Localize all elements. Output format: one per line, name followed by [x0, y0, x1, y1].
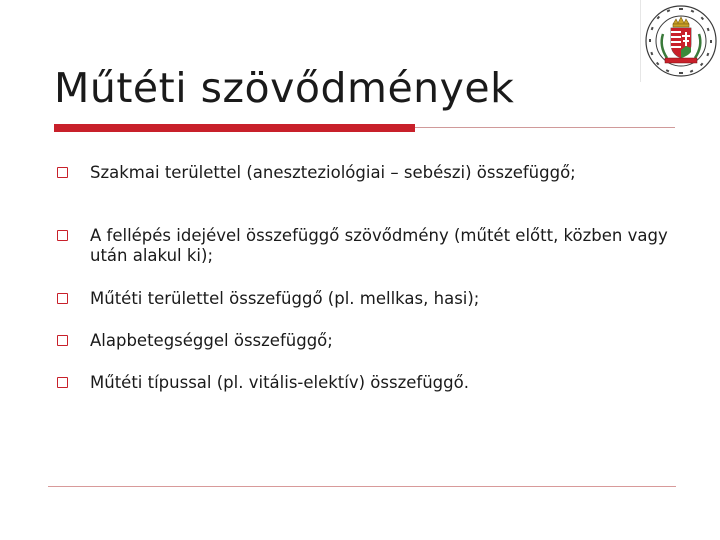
hollow-square-bullet-icon [57, 230, 68, 241]
university-seal-logo [640, 0, 720, 82]
bullet-item [56, 331, 333, 351]
bullet-text: Műtéti típussal (pl. vitális-elektív) összefüggő. [90, 373, 469, 392]
footer-divider [48, 486, 676, 487]
bullet-item [56, 373, 469, 393]
bullet-text: Műtéti területtel összefüggő (pl. mellkas, hasi); [90, 289, 480, 308]
bullet-item [56, 163, 576, 183]
bullet-item [56, 226, 686, 266]
hollow-square-bullet-icon [57, 377, 68, 388]
hollow-square-bullet-icon [57, 167, 68, 178]
hollow-square-bullet-icon [57, 335, 68, 346]
university-seal-icon [643, 2, 719, 80]
bullet-text: A fellépés idejével összefüggő szövődmény (műtét előtt, közben vagy után alakul ki); [90, 226, 668, 265]
title-underline-thin [415, 127, 675, 128]
slide-title: Műtéti szövődmények [54, 64, 515, 112]
bullet-text: Alapbetegséggel összefüggő; [90, 331, 333, 350]
bullet-text: Szakmai területtel (aneszteziológiai – sebészi) összefüggő; [90, 163, 576, 182]
title-underline-accent [54, 124, 415, 132]
hollow-square-bullet-icon [57, 293, 68, 304]
bullet-item [56, 289, 479, 309]
